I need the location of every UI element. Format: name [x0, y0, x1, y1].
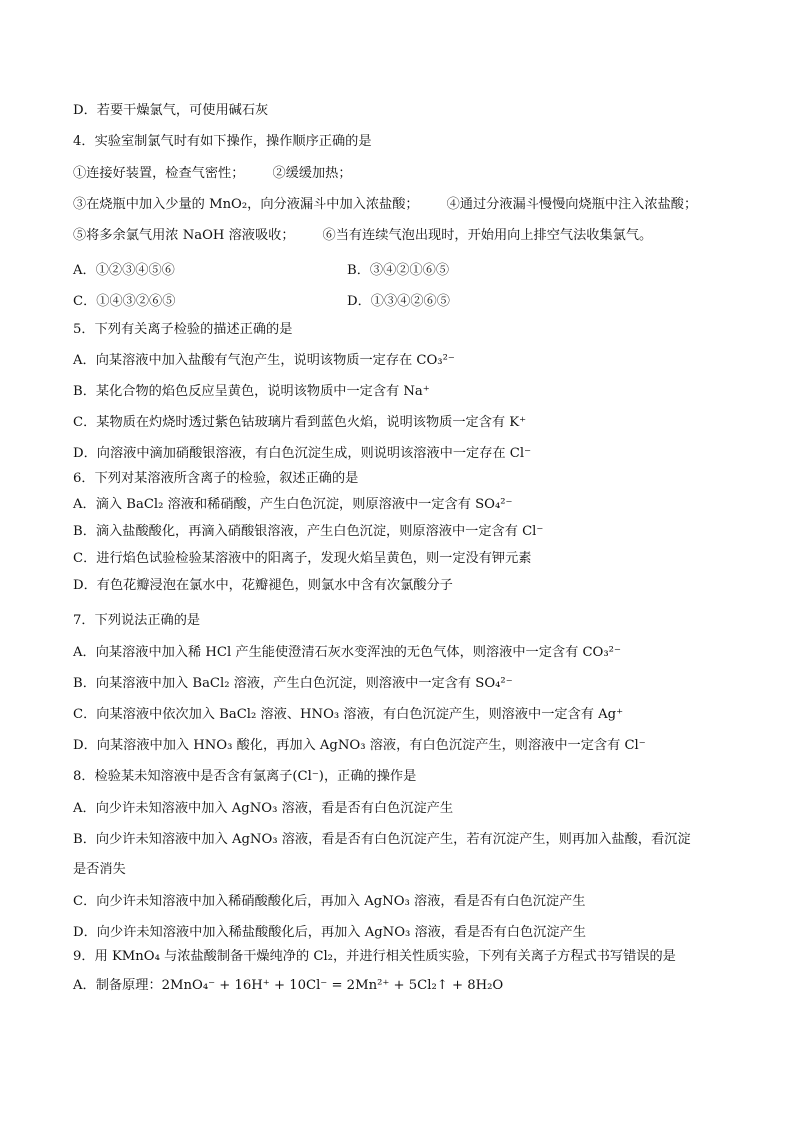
q5-option-a: A．向某溶液中加入盐酸有气泡产生，说明该物质一定存在 CO₃²⁻ [73, 353, 455, 368]
q4-step-5: ⑤将多余氯气用浓 NaOH 溶液吸收； [73, 228, 295, 243]
q4-step-6: ⑥当有连续气泡出现时，开始用向上排空气法收集氯气。 [322, 228, 653, 243]
q4-steps-row-3 [73, 227, 652, 245]
q5-stem: 5．下列有关离子检验的描述正确的是 [73, 322, 293, 337]
q9-option-a: A．制备原理：2MnO₄⁻ + 16H⁺ + 10Cl⁻ = 2Mn²⁺ + 5Cl₂↑ + 8H₂O [73, 978, 504, 993]
q7-option-a: A．向某溶液中加入稀 HCl 产生能使澄清石灰水变浑浊的无色气体，则溶液中一定含有 CO₃²⁻ [73, 645, 621, 660]
q7-stem: 7．下列说法正确的是 [73, 613, 201, 628]
q7-option-c: C．向某溶液中依次加入 BaCl₂ 溶液、HNO₃ 溶液，有白色沉淀产生，则溶液中一定含有 Ag⁺ [73, 707, 624, 722]
q4-option-a: A．①②③④⑤⑥ [73, 263, 175, 278]
q8-option-a: A．向少许未知溶液中加入 AgNO₃ 溶液，看是否有白色沉淀产生 [73, 801, 454, 816]
q6-option-d: D．有色花瓣浸泡在氯水中，花瓣褪色，则氯水中含有次氯酸分子 [73, 578, 453, 593]
q4-steps-row-2 [73, 196, 697, 214]
q4-step-3: ③在烧瓶中加入少量的 MnO₂，向分液漏斗中加入浓盐酸； [73, 197, 419, 212]
q7-option-d: D．向某溶液中加入 HNO₃ 酸化，再加入 AgNO₃ 溶液，有白色沉淀产生，则溶液中一定含有 Cl⁻ [73, 738, 646, 753]
q3-option-d: D．若要干燥氯气，可使用碱石灰 [73, 103, 269, 118]
q4-step-4: ④通过分液漏斗慢慢向烧瓶中注入浓盐酸； [446, 197, 698, 212]
q8-option-d: D．向少许未知溶液中加入稀盐酸酸化后，再加入 AgNO₃ 溶液，看是否有白色沉淀产生 [73, 925, 586, 940]
q8-option-b-line-2: 是否消失 [73, 862, 126, 877]
q4-option-b: B．③④②①⑥⑤ [347, 263, 450, 278]
q4-option-c: C．①④③②⑥⑤ [73, 294, 176, 309]
q4-stem: 4．实验室制氯气时有如下操作，操作顺序正确的是 [73, 134, 372, 149]
q8-stem: 8．检验某未知溶液中是否含有氯离子(Cl⁻)，正确的操作是 [73, 769, 417, 784]
q4-option-d: D．①③④②⑥⑤ [347, 294, 450, 309]
q5-option-c: C．某物质在灼烧时透过紫色钴玻璃片看到蓝色火焰，说明该物质一定含有 K⁺ [73, 415, 527, 430]
q5-option-b: B．某化合物的焰色反应呈黄色，说明该物质中一定含有 Na⁺ [73, 384, 430, 399]
q6-stem: 6．下列对某溶液所含离子的检验，叙述正确的是 [73, 471, 359, 486]
q5-option-d: D．向溶液中滴加硝酸银溶液，有白色沉淀生成，则说明该溶液中一定存在 Cl⁻ [73, 446, 532, 461]
q4-steps-row-1 [73, 165, 352, 183]
q6-option-c: C．进行焰色试验检验某溶液中的阳离子，发现火焰呈黄色，则一定没有钾元素 [73, 551, 532, 566]
q6-option-b: B．滴入盐酸酸化，再滴入硝酸银溶液，产生白色沉淀，则原溶液中一定含有 Cl⁻ [73, 524, 544, 539]
q4-step-1: ①连接好装置，检查气密性； [73, 166, 245, 181]
q9-stem: 9．用 KMnO₄ 与浓盐酸制备干燥纯净的 Cl₂，并进行相关性质实验，下列有关离子方程式书写错误的是 [73, 949, 676, 964]
q7-option-b: B．向某溶液中加入 BaCl₂ 溶液，产生白色沉淀，则溶液中一定含有 SO₄²⁻ [73, 676, 513, 691]
q8-option-c: C．向少许未知溶液中加入稀硝酸酸化后，再加入 AgNO₃ 溶液，看是否有白色沉淀产生 [73, 894, 586, 909]
q4-step-2: ②缓缓加热； [272, 166, 352, 181]
q6-option-a: A．滴入 BaCl₂ 溶液和稀硝酸，产生白色沉淀，则原溶液中一定含有 SO₄²⁻ [73, 497, 513, 512]
q8-option-b-line-1: B．向少许未知溶液中加入 AgNO₃ 溶液，看是否有白色沉淀产生，若有沉淀产生，则再加入盐酸，看沉淀 [73, 832, 691, 847]
